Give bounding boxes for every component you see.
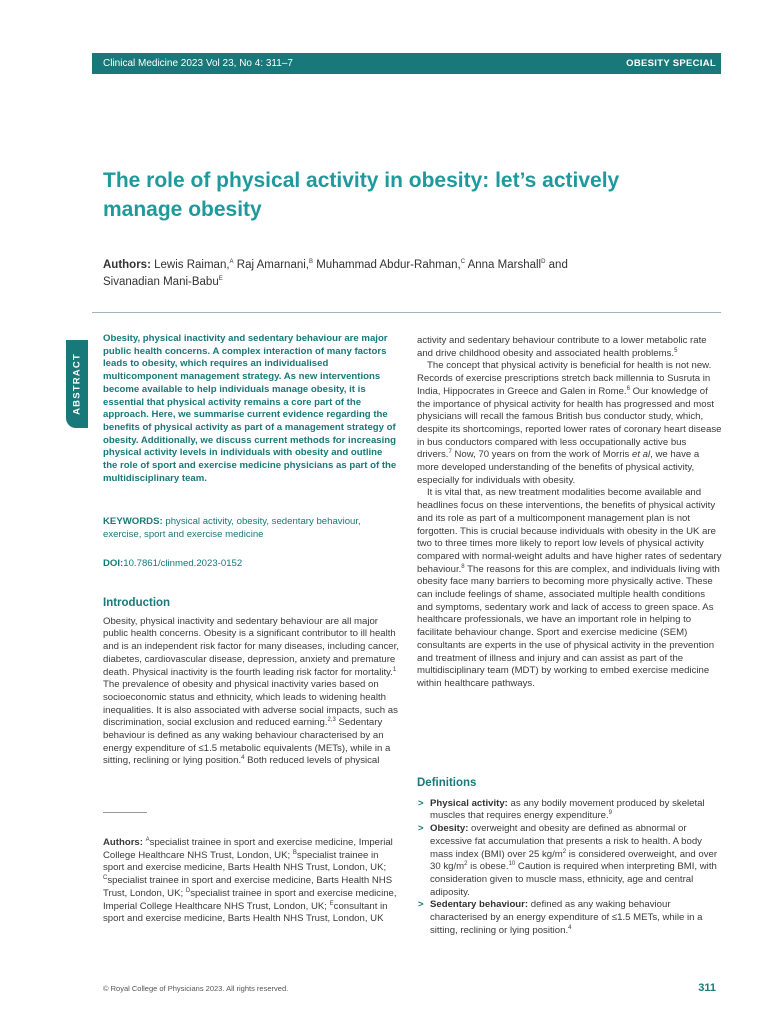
author-line: Authors: Lewis Raiman,$^A$ Raj Amarnani,$^B$ Muhammad Abdur-Rahman,$^C$ Anna Marshall$^D$ and Sivanadian Mani-Babu$^E$ [103,259,568,288]
author-name: Raj Amarnani, [236,259,309,271]
chevron-right-icon: > [418,823,424,835]
definition-item: > Obesity: overweight and obesity are defined as abnormal or excessive fat accumulation that presents a risk to health. A body mass index (BMI) over 25 $kg/m^2$ is considered overweight, and over 30 $kg/m^2$ is obese.$^{10}$ Caution is required when interpreting BMI, with consideration given to muscle mass, ethnicity, age and central adiposity. [418,823,718,898]
title-divider [92,312,721,313]
copyright-footer: © Royal College of Physicians 2023. All rights reserved. [103,984,289,993]
authors-label: Authors: [103,259,151,271]
affiliations-text: Authors: $^A$specialist trainee in sport and exercise medicine, Imperial College Healthcare NHS Trust, London, UK; $^B$specialist trainee in sport and exercise medicine, Barts Health NHS Trust, London, UK; $^C$specialist trainee in sport and exercise medicine, Barts Health NHS Trust, London, UK; $^D$specialist trainee in sport and exercise medicine, Imperial College Healthcare NHS Trust, London, UK; $^E$consultant in sport and exercise medicine, Barts Health NHS Trust, London, UK [103,836,397,925]
definition-term: Physical activity: [430,797,508,809]
abstract-tab-label: ABSTRACT [71,353,83,415]
definition-item: > Physical activity: as any bodily movement produced by skeletal muscles that requires energy expenditure.$^9$ [418,797,705,822]
doi-label: DOI: [103,558,124,569]
definitions-section [417,777,722,937]
chevron-right-icon: > [418,899,424,911]
page-number: 311 [698,982,716,994]
body-paragraph: The concept that physical activity is beneficial for health is not new. Records of exercise prescriptions stretch back millennia to Susruta in India, Hippocrates in Greece and Galen in Rome.$^6$ Our knowledge of the importance of physical activity for health has progressed and most physicians will recall the famous British bus conductor study, which, despite its shortcomings, reported lower rates of coronary heart disease in bus conductors compared with less occupationally active bus drivers.$^7$ Now, 70 years on from the work of Morris et al, we have a more developed understanding of the benefits of physical activity, especially for individuals with obesity. [417,360,722,486]
introduction-section [103,597,399,768]
author-name: Lewis Raiman, [154,259,230,271]
abstract-tab [66,340,88,428]
keywords-label: KEYWORDS: [103,516,163,527]
affiliation-divider [103,812,147,813]
abstract-text: Obesity, physical inactivity and sedentary behaviour are major public health concerns. A complex interaction of many factors leads to obesity, which requires an individualised multicomponent management strategy. As new interventions become available to help individuals manage obesity, it is essential that physical activity remains a core part of the approach. Here, we summarise current evidence regarding the benefits of physical activity as part of a management strategy of obesity. Additionally, we discuss current methods for increasing physical activity levels in individuals with obesity and outline the role of sport and exercise medicine physicians as part of the multidisciplinary team. [103,333,397,484]
journal-header-bar [92,53,721,74]
definition-term: Obesity: [430,823,469,835]
section-label: OBESITY SPECIAL [626,58,716,69]
definitions-list [417,798,722,938]
article-title: The role of physical activity in obesity: let’s actively manage obesity [103,169,620,221]
affiliations [103,837,399,926]
chevron-right-icon: > [418,797,424,809]
author-name: Muhammad Abdur-Rahman, [316,259,461,271]
author-name: Sivanadian Mani-Babu [103,276,219,288]
keywords-text: physical activity, obesity, sedentary behaviour, exercise, sport and exercise medicine [103,516,361,540]
definition-item: > Sedentary behaviour: defined as any waking behaviour characterised by an energy expenditure of ≤1.5 METs, while in a sitting, reclining or lying position.$^4$ [418,899,703,936]
definition-term: Sedentary behaviour: [430,899,529,911]
keywords [103,516,399,541]
body-text-right [417,335,722,691]
journal-citation: Clinical Medicine 2023 Vol 23, No 4: 311–7 [103,58,293,69]
introduction-heading: Introduction [103,597,171,609]
abstract-block [103,333,399,485]
definitions-heading: Definitions [417,777,477,789]
introduction-paragraph: Obesity, physical inactivity and sedentary behaviour are all major public health concerns. Obesity is a significant contributor to ill health and is an independent risk factor for many diseases, including cancer, diabetes, cardiovascular disease, depression, anxiety and premature death. Physical inactivity is the fourth leading risk factor for mortality.$^1$ The prevalence of obesity and physical inactivity varies based on socioeconomic status and ethnicity, which leads to widening health inequalities. It is also associated with adverse social impacts, such as discrimination, social exclusion and reduced earning.$^{2,3}$ Sedentary behaviour is defined as any waking behaviour characterised by an energy expenditure of ≤1.5 metabolic equivalents (METs), while in a sitting, reclining or lying position.$^4$ Both reduced levels of physical [103,615,399,767]
body-paragraph: activity and sedentary behaviour contribute to a lower metabolic rate and drive childhood obesity and associated health problems.$^5$ [417,335,707,359]
body-paragraph: It is vital that, as new treatment modalities become available and headlines focus on these interventions, the benefits of physical activity and its role as part of a multicomponent management plan is not forgotten. This is crucial because individuals with obesity in the UK are two to three times more likely to report low levels of physical activity compared with normal-weight adults and have higher rates of sedentary behaviour.$^8$ The reasons for this are complex, and individuals living with obesity face many barriers to becoming more physically active. These can include feelings of shame, associated multiple health conditions and symptoms, sedentary work and lack of access to green space. As healthcare professionals, we have an important role in helping to facilitate behaviour change. Sport and exercise medicine (SEM) consultants are experts in the use of physical activity in the prevention and treatment of illness and injury and can assist as part of the multidisciplinary team (MDT) by working to embed exercise medicine within healthcare pathways. [417,487,722,689]
doi [103,558,399,571]
author-name: Anna Marshall [467,259,542,271]
affiliations-label: Authors: [103,837,143,848]
doi-link[interactable]: 10.7861/clinmed.2023-0152 [123,558,243,569]
